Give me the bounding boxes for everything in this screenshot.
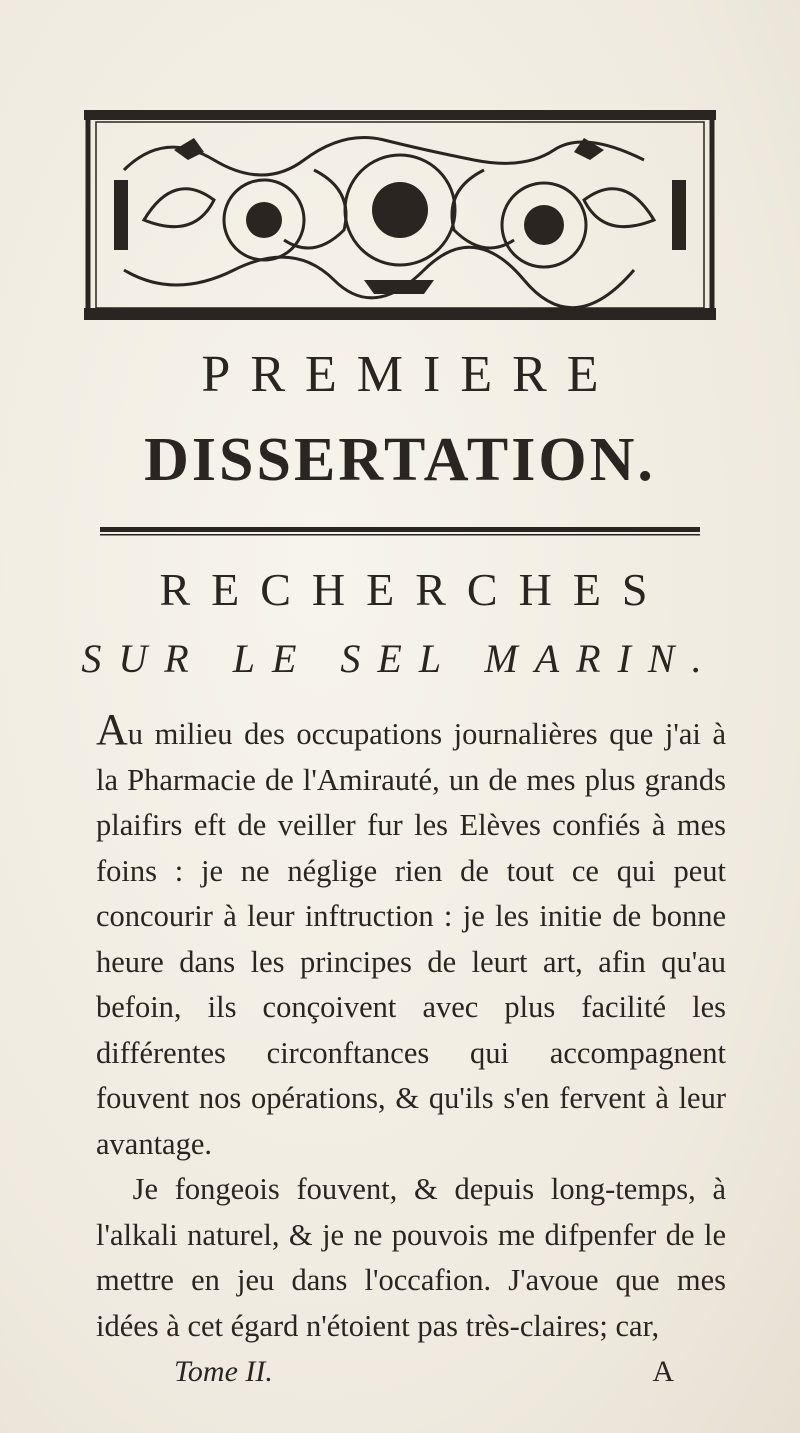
- subtitle-recherches: RECHERCHES: [159, 564, 669, 615]
- volume-label: Tome II.: [174, 1355, 273, 1388]
- signature-mark: A: [652, 1355, 674, 1388]
- subtitle-sel-marin: SUR LE SEL MARIN.: [81, 636, 719, 681]
- decorative-rule: [100, 527, 700, 536]
- paragraph-1-text: u milieu des occupations journalières que j'ai à la Pharmacie de l'Amirauté, un de mes plus grands plaifirs eft de veiller fur les Elèves confiés à mes foins : je ne néglige rien de tout ce qui peut concourir à leur inftruction : je les initie de bonne heure dans les principes de leurt art, afin qu'au befoin, ils conçoivent avec plus facilité les différentes circonftances qui accompagnent fouvent nos opérations, & qu'ils s'en fervent à leur avantage.: [96, 717, 726, 1161]
- ornamental-headpiece: [84, 110, 716, 320]
- body-text: [96, 705, 726, 1349]
- drop-cap: A: [96, 705, 128, 754]
- page-footer: [174, 1355, 674, 1389]
- title-dissertation: DISSERTATION.: [144, 426, 656, 494]
- title-premiere: PREMIERE: [201, 346, 619, 403]
- paragraph-2: Je fongeois fouvent, & depuis long-temps, à l'alkali naturel, & je ne pouvois me difpenfer de le mettre en jeu dans l'occafion. J'avoue que mes idées à cet égard n'étoient pas très-claires; car,: [96, 1172, 726, 1343]
- paragraph-1: [96, 705, 726, 1167]
